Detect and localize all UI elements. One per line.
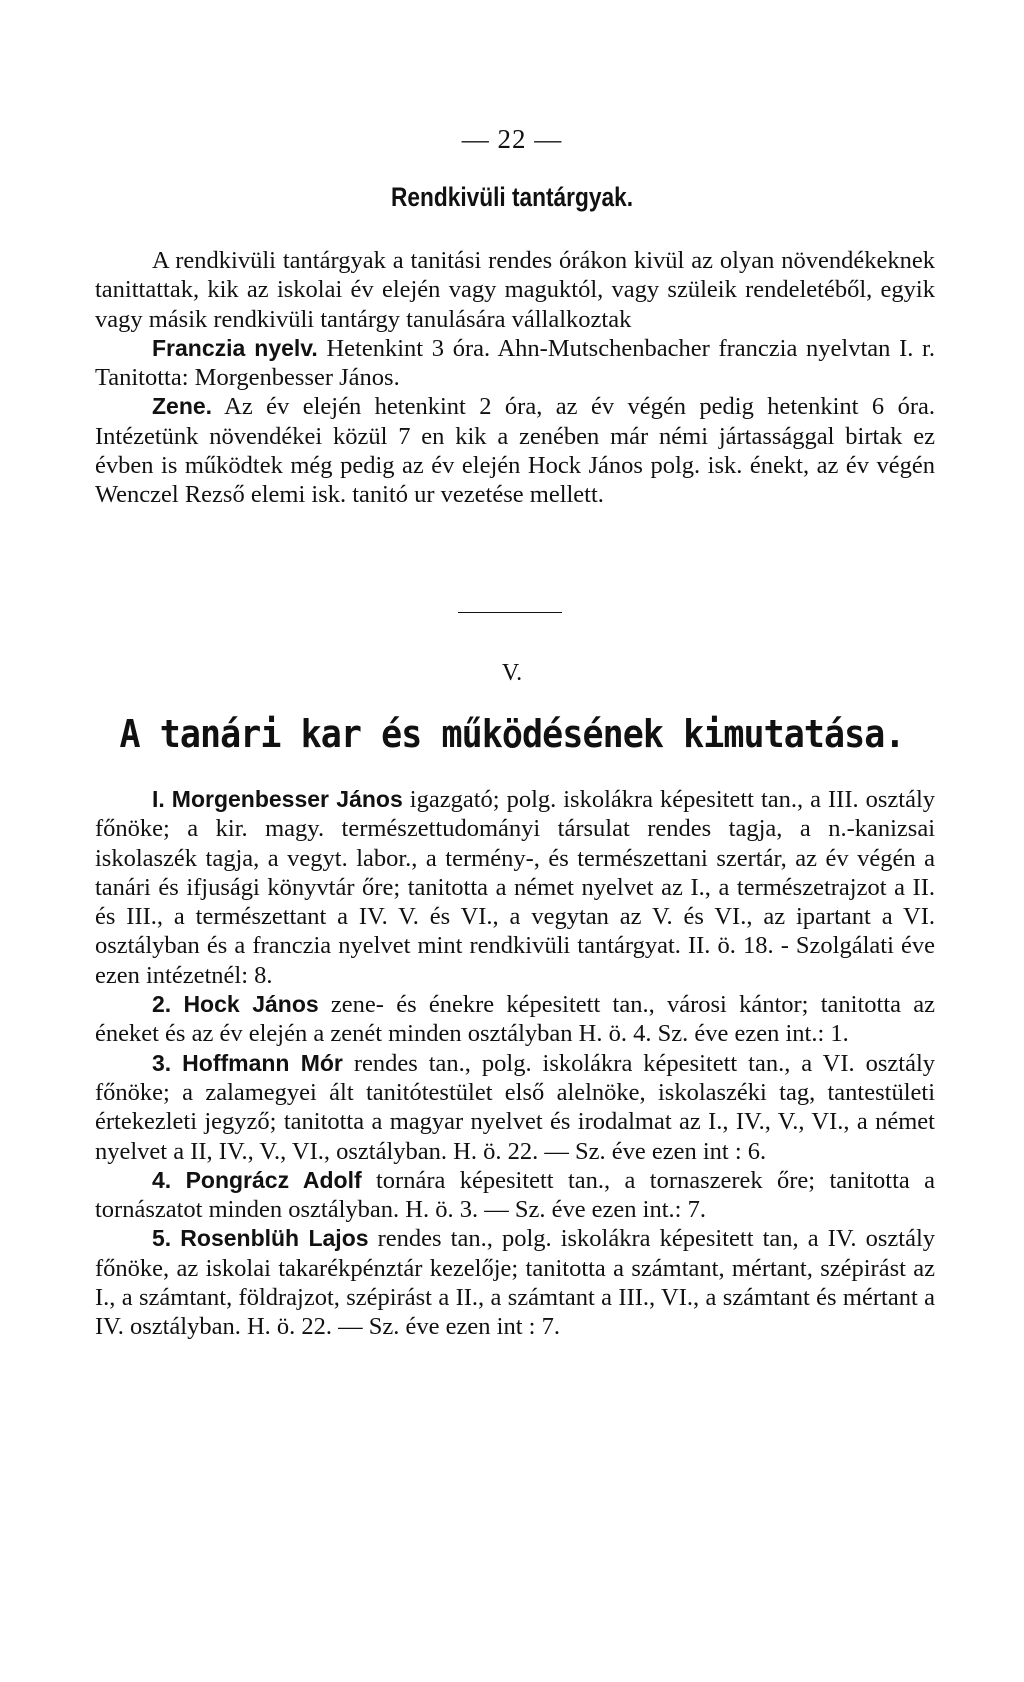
staff-name: Morgenbesser János — [171, 786, 403, 812]
staff-number: 5. — [152, 1225, 172, 1252]
staff-name: Rosenblüh Lajos — [180, 1225, 369, 1252]
staff-number: 2. — [152, 991, 172, 1018]
french-heading: Franczia nyelv. — [152, 334, 318, 361]
staff-text: tornára képesitett tan., a tornaszerek őre; tanitotta a tornászatot minden osztályban. H. ö. 3. — Sz. éve ezen int.: 7. — [95, 1166, 936, 1224]
french-paragraph — [95, 334, 935, 393]
staff-number: I. — [152, 786, 165, 812]
staff-name: Hoffmann Mór — [182, 1049, 343, 1076]
staff-entry — [95, 1166, 935, 1225]
chapter-numeral: V. — [501, 660, 523, 686]
separator-rule — [458, 612, 562, 613]
extracurricular-section — [95, 246, 935, 510]
intro-paragraph: A rendkivüli tantárgyak a tanitási rendes órákon kivül az olyan növendékeknek tanittattak, kik az iskolai év elején vagy maguktól, vagy szüleik rendeletéből, egyik vagy másik rendkivüli tantárgy tanulására vállalkoztak — [95, 247, 935, 333]
page-number: — 22 — — [461, 124, 563, 154]
staff-entry — [95, 1224, 935, 1341]
staff-number: 4. — [152, 1166, 172, 1193]
staff-text: igazgató; polg. iskolákra képesitett tan., a III. osztály főnöke; a kir. magy. természettudományi társulat rendes tagja, a n.-kanizsai iskolaszék tagja, a vegyt. labor., a termény-, és természettani szertár, az év végén a tanári és ifjusági könyvtár őre; tanitotta a német nyelvet az I., a természetrajzot a II. és III., a természettant a IV. V. és VI., a vegytan az V. és VI., az ipartant a VI. osztályban és a franczia nyelvet mint rendkivüli tantárgyat. II. ö. 18. - Szolgálati éve ezen intézetnél: 8. — [95, 786, 936, 989]
staff-entry — [95, 1049, 935, 1166]
music-paragraph — [95, 392, 935, 509]
music-heading: Zene. — [152, 393, 213, 420]
staff-entry — [95, 990, 935, 1049]
chapter-title: A tanári kar és működésének kimutatása. — [119, 712, 905, 756]
staff-list — [95, 785, 935, 1342]
staff-entry — [95, 785, 935, 990]
music-text: Az év elején hetenkint 2 óra, az év végén pedig hetenkint 6 óra. Intézetünk növendékei közül 7 en kik a zenében már némi jártassággal birtak ez évben is működtek még pedig az év elején Hock János polg. isk. énekt, az év végén Wenczel Rezső elemi isk. tanitó ur vezetése mellett. — [95, 393, 935, 509]
staff-name: Pongrácz Adolf — [185, 1166, 362, 1193]
staff-number: 3. — [152, 1049, 172, 1076]
staff-text: zene- és énekre képesitett tan., városi kántor; tanitotta az éneket és az év elején a zenét minden osztályban H. ö. 4. Sz. éve ezen int.: 1. — [95, 991, 935, 1048]
staff-name: Hock János — [183, 991, 319, 1018]
french-text: Hetenkint 3 óra. Ahn-Mutschenbacher franczia nyelvtan I. r. Tanitotta: Morgenbesser János. — [95, 334, 935, 392]
section-title: Rendkivüli tantárgyak. — [391, 182, 633, 212]
staff-text: rendes tan., polg. iskolákra képesitett tan, a IV. osztály főnöke, az iskolai takarékpénztár kezelője; tanitotta a számtant, mértant, szépirást az I., a számtant, földrajzot, szépirást a II., a számtant a III., VI., a számtant és mértant a IV. osztályban. H. ö. 22. — Sz. éve ezen int : 7. — [95, 1225, 936, 1341]
staff-text: rendes tan., polg. iskolákra képesitett tan., a VI. osztály főnöke; a zalamegyei ált tanitótestület első alelnöke, iskolaszéki tag, tantestületi értekezleti jegyző; tanitotta a magyar nyelvet és irodalmat az I., IV., V., VI., a német nyelvet a II, IV., V., VI., osztályban. H. ö. 22. — Sz. éve ezen int : 6. — [95, 1049, 936, 1165]
